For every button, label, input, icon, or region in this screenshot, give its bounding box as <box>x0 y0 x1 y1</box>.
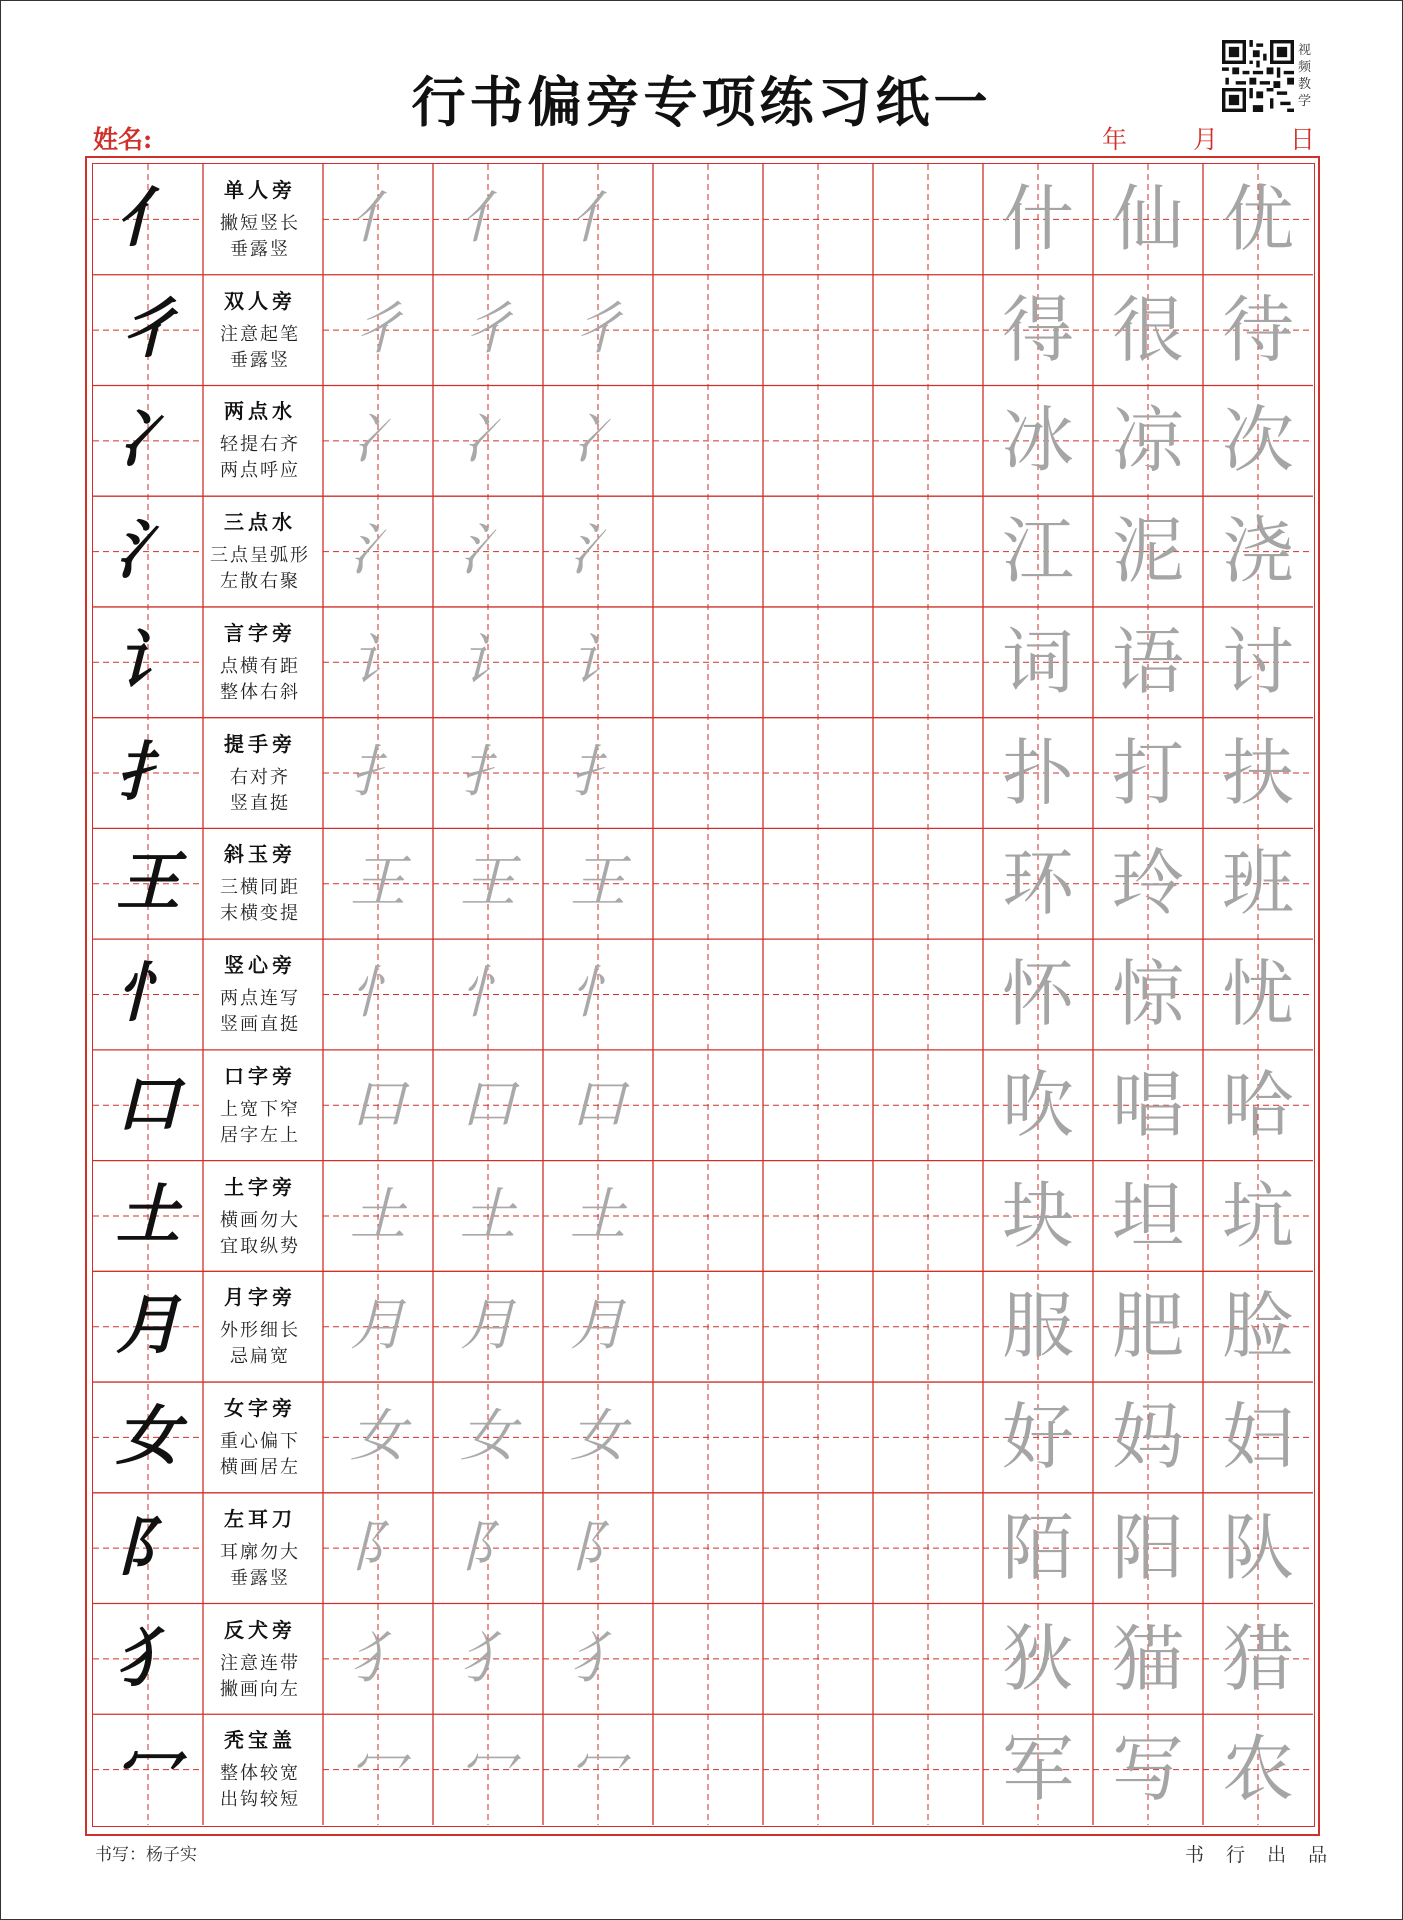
example-character: 泥 <box>1111 509 1184 594</box>
radical-row <box>93 828 1313 939</box>
radical-row <box>93 164 1313 275</box>
example-character: 陌 <box>1001 1505 1074 1590</box>
radical-name: 秃宝盖 <box>224 1728 296 1753</box>
radical-tip-2: 竖画直挺 <box>220 1014 300 1036</box>
traced-radical: 讠 <box>350 628 406 694</box>
radical-tip-2: 垂露竖 <box>230 349 290 371</box>
traced-radical: 口 <box>570 1071 626 1137</box>
example-character: 写 <box>1111 1727 1184 1812</box>
example-character: 词 <box>1001 619 1074 704</box>
radical-name: 女字旁 <box>224 1396 296 1421</box>
radical-name: 月字旁 <box>224 1285 296 1310</box>
radical-row <box>93 385 1313 496</box>
radical-sample: 犭 <box>116 1620 180 1696</box>
radical-label <box>205 1382 315 1481</box>
radical-label <box>205 164 315 263</box>
traced-radical: 犭 <box>350 1625 406 1691</box>
radical-label <box>205 1271 315 1370</box>
example-character: 脸 <box>1221 1284 1294 1369</box>
traced-radical: 忄 <box>350 961 406 1027</box>
radical-name: 左耳刀 <box>224 1506 296 1531</box>
traced-radical: 王 <box>460 850 516 916</box>
traced-radical: 扌 <box>460 739 516 805</box>
radical-row <box>93 1050 1313 1161</box>
traced-radical: 彳 <box>350 296 406 362</box>
example-character: 忧 <box>1221 952 1294 1037</box>
radical-tip-1: 三横同距 <box>220 877 300 899</box>
traced-radical: 土 <box>460 1182 516 1248</box>
radical-tip-1: 上宽下窄 <box>220 1098 300 1120</box>
radical-label <box>205 275 315 374</box>
page-title: 行书偏旁专项练习纸一 <box>411 70 992 134</box>
example-character: 扑 <box>1001 730 1074 815</box>
example-character: 哈 <box>1221 1062 1294 1147</box>
radical-sample: 扌 <box>116 734 180 810</box>
radical-row <box>93 1493 1313 1604</box>
example-character: 班 <box>1221 841 1294 926</box>
radical-sample: 讠 <box>116 623 180 699</box>
traced-radical: 彳 <box>570 296 626 362</box>
example-character: 环 <box>1001 841 1074 926</box>
example-character: 什 <box>1001 177 1074 261</box>
radical-tip-1: 横画勿大 <box>220 1209 300 1231</box>
example-character: 肥 <box>1111 1284 1184 1369</box>
radical-tip-2: 左散右聚 <box>220 571 300 593</box>
example-character: 仙 <box>1111 177 1184 261</box>
example-character: 狄 <box>1001 1616 1074 1701</box>
traced-radical: 冖 <box>570 1736 626 1802</box>
example-character: 好 <box>1001 1395 1074 1480</box>
example-character: 唱 <box>1111 1062 1184 1147</box>
radical-name: 土字旁 <box>224 1174 296 1199</box>
traced-radical: 氵 <box>570 518 626 584</box>
radical-name: 言字旁 <box>224 620 296 645</box>
radical-name: 三点水 <box>224 510 296 535</box>
traced-radical: 阝 <box>460 1514 516 1580</box>
radical-tip-1: 轻提右齐 <box>220 434 300 456</box>
radical-label <box>205 828 315 927</box>
example-character: 坑 <box>1221 1173 1294 1258</box>
traced-radical: 冫 <box>460 407 516 473</box>
traced-radical: 阝 <box>350 1514 406 1580</box>
traced-radical: 犭 <box>460 1625 516 1691</box>
date-day-label: 日 <box>1290 125 1316 154</box>
traced-radical: 王 <box>570 850 626 916</box>
example-character: 队 <box>1221 1505 1294 1590</box>
traced-radical: 冖 <box>350 1736 406 1802</box>
radical-sample: 彳 <box>116 291 180 367</box>
radical-name: 口字旁 <box>224 1063 296 1088</box>
writer-credit: 书写：杨子实 <box>95 1845 197 1865</box>
radical-name: 竖心旁 <box>224 953 296 978</box>
example-character: 吹 <box>1001 1062 1074 1147</box>
radical-tip-2: 末横变提 <box>220 903 300 925</box>
traced-radical: 口 <box>350 1071 406 1137</box>
radical-row <box>93 1161 1313 1272</box>
example-character: 优 <box>1221 177 1294 261</box>
radical-row <box>93 1714 1313 1825</box>
radical-tip-2: 居字左上 <box>220 1124 300 1146</box>
radical-row <box>93 275 1313 386</box>
radical-name: 斜玉旁 <box>224 842 296 867</box>
radical-tip-1: 外形细长 <box>220 1320 300 1342</box>
example-character: 玲 <box>1111 841 1184 926</box>
traced-radical: 忄 <box>570 961 626 1027</box>
radical-sample: 口 <box>116 1066 180 1142</box>
traced-radical: 口 <box>460 1071 516 1137</box>
traced-radical: 女 <box>570 1404 626 1470</box>
example-character: 得 <box>1001 287 1074 372</box>
radical-label <box>205 939 315 1038</box>
radical-row <box>93 718 1313 829</box>
date-year-label: 年 <box>1102 125 1128 154</box>
example-character: 农 <box>1221 1727 1294 1812</box>
radical-name: 单人旁 <box>224 178 296 202</box>
radical-name: 反犬旁 <box>224 1617 296 1642</box>
radical-sample: 亻 <box>116 181 180 256</box>
practice-grid <box>85 156 1320 1836</box>
radical-tip-2: 竖直挺 <box>230 792 290 814</box>
radical-tip-2: 垂露竖 <box>230 239 290 260</box>
radical-tip-1: 耳廓勿大 <box>220 1541 300 1563</box>
example-character: 怀 <box>1001 952 1074 1037</box>
radical-sample: 王 <box>116 845 180 921</box>
radical-tip-1: 注意连带 <box>220 1652 300 1674</box>
radical-name: 两点水 <box>224 399 296 424</box>
radical-tip-1: 三点呈弧形 <box>210 545 310 567</box>
radical-sample: 冖 <box>116 1731 180 1807</box>
radical-sample: 氵 <box>116 513 180 589</box>
traced-radical: 亻 <box>460 186 516 251</box>
traced-radical: 女 <box>460 1404 516 1470</box>
radical-tip-2: 出钩较短 <box>220 1789 300 1811</box>
traced-radical: 土 <box>350 1182 406 1248</box>
radical-sample: 女 <box>116 1399 180 1475</box>
radical-label <box>205 496 315 595</box>
radical-tip-2: 宜取纵势 <box>220 1235 300 1257</box>
radical-sample: 冫 <box>116 402 180 478</box>
radical-label <box>205 1161 315 1260</box>
radical-label <box>205 1493 315 1592</box>
radical-tip-1: 整体较宽 <box>220 1763 300 1785</box>
example-character: 妇 <box>1221 1395 1294 1480</box>
example-character: 讨 <box>1221 619 1294 704</box>
traced-radical: 讠 <box>460 628 516 694</box>
example-character: 凉 <box>1111 398 1184 483</box>
traced-radical: 冖 <box>460 1736 516 1802</box>
radical-tip-2: 忌扁宽 <box>230 1346 290 1368</box>
radical-sample: 月 <box>116 1288 180 1364</box>
radical-sample: 阝 <box>116 1509 180 1585</box>
traced-radical: 扌 <box>570 739 626 805</box>
radical-label <box>205 1050 315 1149</box>
example-character: 打 <box>1111 730 1184 815</box>
traced-radical: 冫 <box>350 407 406 473</box>
example-character: 江 <box>1001 509 1074 594</box>
traced-radical: 土 <box>570 1182 626 1248</box>
example-character: 很 <box>1111 287 1184 372</box>
radical-sample: 忄 <box>116 956 180 1032</box>
radical-tip-2: 横画居左 <box>220 1457 300 1479</box>
radical-tip-1: 两点连写 <box>220 988 300 1010</box>
radical-label <box>205 1714 315 1813</box>
traced-radical: 月 <box>570 1293 626 1359</box>
radical-tip-2: 垂露竖 <box>230 1567 290 1589</box>
radical-tip-2: 整体右斜 <box>220 681 300 703</box>
traced-radical: 彳 <box>460 296 516 362</box>
radical-tip-1: 点横有距 <box>220 655 300 677</box>
example-character: 军 <box>1001 1727 1074 1812</box>
radical-label <box>205 385 315 484</box>
example-character: 冰 <box>1001 398 1074 483</box>
example-character: 阳 <box>1111 1505 1184 1590</box>
radical-tip-1: 右对齐 <box>230 766 290 788</box>
traced-radical: 月 <box>350 1293 406 1359</box>
example-character: 猫 <box>1111 1616 1184 1701</box>
example-character: 惊 <box>1111 952 1184 1037</box>
radical-label <box>205 1604 315 1703</box>
radical-label <box>205 607 315 706</box>
example-character: 块 <box>1001 1173 1074 1258</box>
radical-tip-1: 重心偏下 <box>220 1431 300 1453</box>
radical-row <box>93 607 1313 718</box>
radical-name: 双人旁 <box>224 288 296 313</box>
example-character: 次 <box>1221 398 1294 483</box>
traced-radical: 女 <box>350 1404 406 1470</box>
qr-caption: 视频教学 <box>1298 43 1312 109</box>
radical-tip-1: 注意起笔 <box>220 323 300 345</box>
example-character: 猎 <box>1221 1616 1294 1701</box>
brand-credit: 书 行 出 品 <box>1185 1844 1336 1866</box>
example-character: 扶 <box>1221 730 1294 815</box>
name-label: 姓名: <box>93 125 153 154</box>
traced-radical: 犭 <box>570 1625 626 1691</box>
example-character: 语 <box>1111 619 1184 704</box>
radical-row <box>93 496 1313 607</box>
traced-radical: 扌 <box>350 739 406 805</box>
radical-sample: 土 <box>116 1177 180 1253</box>
radical-tip-2: 撇画向左 <box>220 1678 300 1700</box>
radical-row <box>93 1382 1313 1493</box>
traced-radical: 王 <box>350 850 406 916</box>
radical-name: 提手旁 <box>224 731 296 756</box>
radical-tip-2: 两点呼应 <box>220 460 300 482</box>
radical-row <box>93 939 1313 1050</box>
traced-radical: 亻 <box>350 186 406 251</box>
traced-radical: 忄 <box>460 961 516 1027</box>
traced-radical: 阝 <box>570 1514 626 1580</box>
radical-label <box>205 718 315 817</box>
example-character: 浇 <box>1221 509 1294 594</box>
radical-row <box>93 1271 1313 1382</box>
example-character: 待 <box>1221 287 1294 372</box>
example-character: 服 <box>1001 1284 1074 1369</box>
radical-row <box>93 1604 1313 1715</box>
qr-code[interactable] <box>1222 40 1294 112</box>
example-character: 坦 <box>1111 1173 1184 1258</box>
traced-radical: 氵 <box>460 518 516 584</box>
traced-radical: 氵 <box>350 518 406 584</box>
date-month-label: 月 <box>1193 125 1219 154</box>
traced-radical: 月 <box>460 1293 516 1359</box>
example-character: 妈 <box>1111 1395 1184 1480</box>
traced-radical: 亻 <box>570 186 626 251</box>
traced-radical: 冫 <box>570 407 626 473</box>
traced-radical: 讠 <box>570 628 626 694</box>
radical-tip-1: 撇短竖长 <box>220 213 300 234</box>
